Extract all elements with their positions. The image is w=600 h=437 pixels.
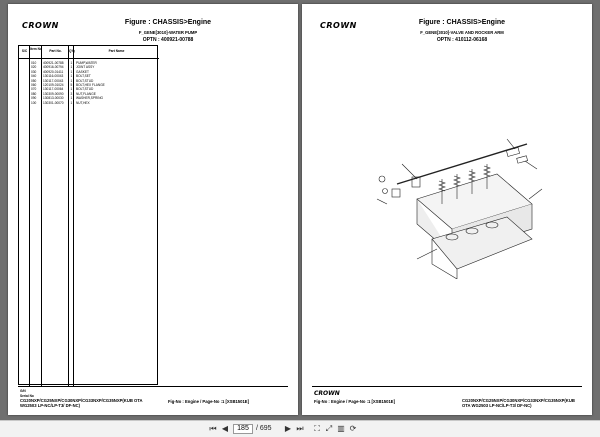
left-page xyxy=(8,4,298,415)
cell-item: 070 xyxy=(31,87,37,92)
cell-part-name: NUT,FLANGE xyxy=(76,91,96,96)
engine-exploded-diagram xyxy=(357,129,567,279)
cell-part-no: 400921-00788 xyxy=(43,61,64,65)
next-page-icon[interactable]: ▶ xyxy=(284,424,292,433)
footer-serial: Serial No xyxy=(20,394,34,398)
cell-part-no: 130116-00043 xyxy=(43,74,64,79)
cell-qty: 1 xyxy=(70,69,73,74)
header-qty: Q'ty xyxy=(69,49,76,53)
cell-qty: 3 xyxy=(70,91,73,96)
cell-qty: 1 xyxy=(70,78,73,83)
cell-item: 020 xyxy=(31,65,37,70)
two-page-view-icon[interactable]: ▥ xyxy=(337,424,345,433)
right-footer xyxy=(312,386,582,408)
cell-item: 100 xyxy=(31,100,37,105)
cell-item: 090 xyxy=(31,96,37,101)
cell-qty: 1 xyxy=(70,87,73,92)
cell-part-no: 400920-01411 xyxy=(43,69,64,74)
header-sc: S/C xyxy=(21,49,28,53)
rotate-icon[interactable]: ⟳ xyxy=(349,424,357,433)
footer-gn: G/N xyxy=(20,389,26,393)
header-part-no: Part No. xyxy=(49,49,62,53)
cell-part-no: 130117-00064 xyxy=(43,87,64,92)
cell-qty: 1 xyxy=(70,61,73,65)
parts-table xyxy=(18,45,158,385)
zoom-icon[interactable]: ⤢ xyxy=(325,424,333,433)
cell-qty: 1 xyxy=(70,96,73,101)
footer-figno: Fig-No : Engine / Page-No :1 [XSB1501E] xyxy=(168,399,249,404)
page-number-input[interactable]: 185 xyxy=(233,424,253,434)
cell-part-no: 130309-00090 xyxy=(43,91,64,96)
right-page xyxy=(302,4,592,415)
cell-item: 040 xyxy=(31,74,37,79)
pdf-toolbar xyxy=(0,420,600,437)
parts-table-header xyxy=(19,46,159,59)
footer-model: CG20NXP/CG25NXP/CG30NXP/CG33NXP/CG35NXP(KUB OTA WG2503 LP-NC/LP-T3/ DF-NC) xyxy=(20,398,143,408)
figure-optn: OPTN : 410112-06168 xyxy=(436,37,488,43)
cell-part-no: 130117-00043 xyxy=(43,78,64,83)
cell-part-name: NUT,HEX xyxy=(76,100,90,105)
table-row xyxy=(19,101,159,105)
cell-qty: 1 xyxy=(70,100,73,105)
crown-logo: CROWN xyxy=(320,21,357,30)
cell-item: 080 xyxy=(31,91,37,96)
first-page-icon[interactable]: ⏮ xyxy=(209,424,217,433)
cell-part-no: 400916-00794 xyxy=(43,65,64,70)
cell-part-name: BOLT,HEX FLANGE xyxy=(76,83,105,87)
figure-subtitle: F_GENE[3010]-VALVE AND ROCKER ARM xyxy=(420,30,504,35)
cell-part-name: PUMP,WATER xyxy=(76,61,97,65)
cell-qty: 1 xyxy=(70,65,73,70)
figure-title: Figure : CHASSIS>Engine xyxy=(124,19,212,26)
cell-qty: 5 xyxy=(70,83,73,87)
cell-part-no: 130301-00070 xyxy=(43,100,64,105)
previous-page-icon[interactable]: ◀ xyxy=(221,424,229,433)
cell-part-name: WASHER,SPRING xyxy=(76,96,103,101)
last-page-icon[interactable]: ⏭ xyxy=(296,424,304,433)
cell-part-no: 120109-01024 xyxy=(43,83,64,87)
cell-part-name: BOLT,SET xyxy=(76,74,91,79)
cell-part-name: BOLT,STUD xyxy=(76,78,94,83)
cell-item: 050 xyxy=(31,78,37,83)
header-item: Item No xyxy=(30,47,42,51)
cell-part-name: GASKET xyxy=(76,69,89,74)
cell-item: 060 xyxy=(31,83,37,87)
cell-item: 010 xyxy=(31,61,37,65)
figure-optn: OPTN : 400921-00788 xyxy=(142,37,194,43)
cell-qty: 1 xyxy=(70,74,73,79)
crown-logo: CROWN xyxy=(22,21,59,30)
cell-part-name: BOLT,STUD xyxy=(76,87,94,92)
cell-part-no: 130813-00030 xyxy=(43,96,64,101)
left-footer xyxy=(18,386,288,408)
header-part-name: Part Name xyxy=(108,49,125,53)
cell-item: 030 xyxy=(31,69,37,74)
fit-page-icon[interactable]: ⛶ xyxy=(314,424,320,433)
cell-part-name: JOINT ASSY xyxy=(76,65,95,70)
figure-title: Figure : CHASSIS>Engine xyxy=(418,19,506,26)
footer-model: CG20NXP/CG25NXP/CG30NXP/CG33NXP/CG35NXP(KUB OTA WG2503 LP-NC/LP-T3/ DF-NC) xyxy=(462,398,575,408)
figure-subtitle: F_GENE[3010]-WATER PUMP xyxy=(138,30,198,35)
page-total: / 695 xyxy=(256,425,272,432)
footer-figno: Fig-No : Engine / Page-No :1 [XSB1501E] xyxy=(314,399,395,404)
crown-logo-footer: CROWN xyxy=(314,390,340,397)
